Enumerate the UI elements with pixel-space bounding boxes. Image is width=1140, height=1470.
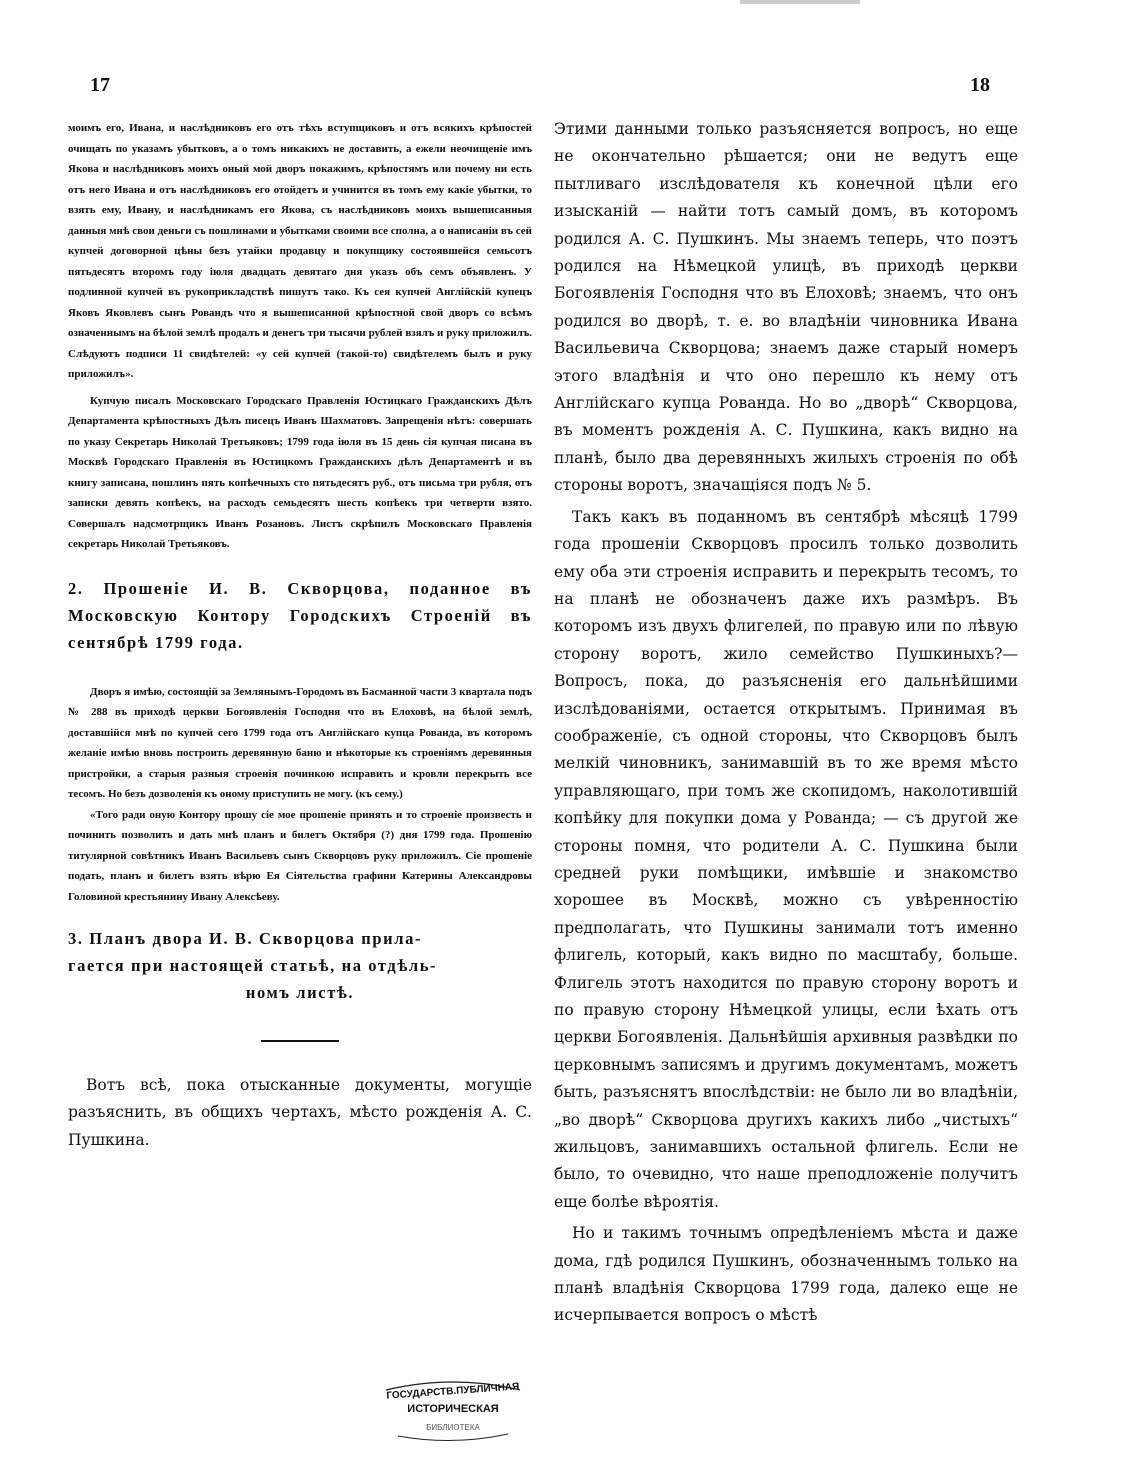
petition-request: «Того ради оную Контору прошу сіе мое прошеніе принять и то строеніе произвесть и починить позволить и дать мнѣ планъ и билетъ Октября (?) дня 1799 года. Прошенію титулярной совѣтникъ Иванъ Васильевъ сынъ Скворцовъ руку приложилъ. Сіе прошеніе подать, планъ и билетъ взять вѣрю Ея Сіятельства графини Катерины Александровы Головиной крестьянину Ивану Алексѣеву. [68, 808, 532, 903]
right-column [554, 116, 1018, 1330]
section-heading-2: 2. Прошеніе И. В. Скворцова, поданное въ Московскую Контору Городскихъ Строеній въ сентябрѣ 1799 года. [68, 578, 532, 652]
stamp-line-2: ИСТОРИЧЕСКАЯ [407, 1403, 499, 1415]
library-stamp [378, 1372, 528, 1442]
heading3-line: 3. Планъ двора И. В. Скворцова прила- [68, 929, 423, 948]
heading3-line: гается при настоящей статьѣ, на отдѣль- [68, 956, 438, 975]
page-number-left: 17 [90, 74, 110, 96]
paragraph-2: Такъ какъ въ поданномъ въ сентябрѣ мѣсяцѣ 1799 года прошеніи Скворцовъ просилъ только дозволить ему оба эти строенія исправить и перекрыть тесомъ, то на планѣ не обозначенъ даже ихъ размѣръ. Въ которомъ изъ двухъ флигелей, по правую или по лѣвую сторону воротъ, жило семейство Пушкиныхъ?—Вопросъ, пока, до разъясненія его дальнѣйшими изслѣдованіями, остается открытымъ. Принимая въ соображеніе, съ одной стороны, что Скворцовъ былъ мелкій чиновникъ, занимавшій въ то же время мѣсто управляющаго, при томъ же скопидомъ, наколотившій копѣйку для покупки дома у Рованда; — съ другой же стороны помня, что родители А. С. Пушкина были средней руки помѣщики, имѣвшіе и знакомство хорошее въ Москвѣ, можно съ увѣренностію предполагать, что Пушкины занимали тотъ именно флигель, который, какъ видно по масштабу, больше. Флигель этотъ находится по правую сторону воротъ и по правую сторону Нѣмецкой улицы, если ѣхать отъ церкви Богоявленія. Дальнѣйшія архивныя развѣдки по церковнымъ записямъ и другимъ документамъ, можетъ быть, разъяснятъ впослѣдствіи: не было ли во владѣніи, „во дворѣ“ Скворцова другихъ какихъ либо „чистыхъ“ жильцовъ, занимавшихъ остальной флигель. Если не было, то очевидно, что наше преподложеніе получитъ еще болѣе вѣроятія. [554, 507, 1018, 1211]
paragraph-3: Но и такимъ точнымъ опредѣленіемъ мѣста и даже дома, гдѣ родился Пушкинъ, обозначеннымъ только на планѣ владѣнія Скворцова 1799 года, далеко еще не исчерпывается вопросъ о мѣстѣ [554, 1224, 1018, 1325]
page-number-right: 18 [970, 74, 990, 96]
heading3-line: номъ листѣ. [245, 983, 355, 1002]
scribe-note: Купчую писалъ Московскаго Городскаго Правленія Юстицкаго Гражданскихъ Дѣлъ Департамента крѣпостныхъ Дѣлъ писецъ Иванъ Шахматовъ. Запрещенія нѣтъ: совершать по указу Секретарь Николай Третьяковъ; 1799 года іюля въ 15 день сія купчая писана въ Москвѣ Городскаго Правленія въ Юстицкомъ Гражданскихъ дѣлъ Департаментѣ и въ книгу записана, пошлинъ пять копѣечныхъ сто пятьдесятъ руб., отъ письма три рубля, отъ записки девять копѣекъ, на расходъ семьдесятъ шесть копѣекъ три четверти взято. Совершалъ надсмотрщикъ Иванъ Розановъ. Листъ скрѣпилъ Московскаго Правленія секретарь Николай Третьяковъ. [68, 394, 532, 550]
deed-excerpt [68, 118, 532, 555]
left-column [68, 118, 532, 1154]
stamp-line-3: БИБЛИОТЕКА [426, 1423, 480, 1432]
scan-mark [740, 0, 860, 4]
section-divider [261, 1040, 339, 1042]
deed-text: моимъ его, Ивана, и наслѣдниковъ его отъ тѣхъ вступщиковъ и отъ всякихъ крѣпостей очищать по указамъ убытковъ, а о томъ никакихъ не доставить, а ежели неочищеніе имъ Якова и наслѣдниковъ моихъ оный мой дворъ покажимъ, крѣпостямъ или почему ни есть отъ него Ивана и отъ наслѣдниковъ его отойдетъ и учинится въ томъ ему какіе убытки, то взять ему, Ивану, и наслѣдникамъ его Якова, съ наслѣдниковъ моихъ вышеписанныя данныя мнѣ свои деньги съ пошлинами и убытками своими все сполна, а о написаніи въ сей купчей договорной цѣны безъ утайки продавцу и покупщику состоявшейся семьсотъ пятьдесятъ второмъ году іюля двадцать девятаго дня указъ объ семъ объявленъ. У подлинной купчей въ рукоприкладствѣ пишутъ тако. Къ сея купчей Англійскій купецъ Яковъ Яковлевъ сынъ Ровандъ что я вышеписанной крѣпостной свой дворъ со всѣмъ означеннымъ на бѣлой землѣ продалъ и денегъ три тысячи рублей взялъ и руку приложилъ. Слѣдуютъ подписи 11 свидѣтелей: «у сей купчей (такой-то) свидѣтелемъ былъ и руку приложилъ». [68, 122, 532, 380]
paragraph-1: Этими данными только разъясняется вопросъ, но еще не окончательно рѣшается; они не ведутъ еще пытливаго изслѣдователя къ конечной цѣли его изысканій — найти тотъ самый домъ, въ которомъ родился А. С. Пушкинъ. Мы знаемъ теперь, что поэтъ родился на Нѣмецкой улицѣ, въ приходѣ церкви Богоявленія Господня что въ Елоховѣ; знаемъ, что онъ родился во дворѣ, т. е. во владѣніи чиновника Ивана Васильевича Скворцова; знаемъ даже старый номеръ этого владѣнія и что оно перешло къ нему отъ Англійскаго купца Рованда. Но во „дворѣ“ Скворцова, въ моментъ рожденія А. С. Пушкина, какъ видно на планѣ, было два деревянныхъ жилыхъ строенія по обѣ стороны воротъ, значащіяся подъ № 5. [554, 120, 1018, 495]
petition-text: Дворъ я имѣю, состоящій за Землянымъ-Городомъ въ Басманной части 3 квартала подъ № 288 въ приходѣ церкви Богоявленія Господня что въ Елоховѣ, на бѣлой землѣ, доставшійся мнѣ по купчей сего 1799 года отъ Англійскаго купца Рованда, въ которомъ желаніе имѣю вновь построить деревянную баню и нѣкоторые къ строеніямъ деревянныя пристройки, а старыя разныя строенія починкою исправить и кровли перекрыть все тесомъ. Но безъ дозволенія къ оному приступить не могу. (къ сему.) [68, 685, 532, 800]
closing-paragraph: Вотъ всѣ, пока отысканные документы, могущіе разъяснить, въ общихъ чертахъ, мѣсто рожденія А. С. Пушкина. [68, 1076, 532, 1149]
petition-excerpt [68, 682, 532, 908]
section-heading-3 [68, 925, 532, 1006]
stamp-line-1: ГОСУДАРСТВ.ПУБЛИЧНАЯ [386, 1381, 520, 1402]
